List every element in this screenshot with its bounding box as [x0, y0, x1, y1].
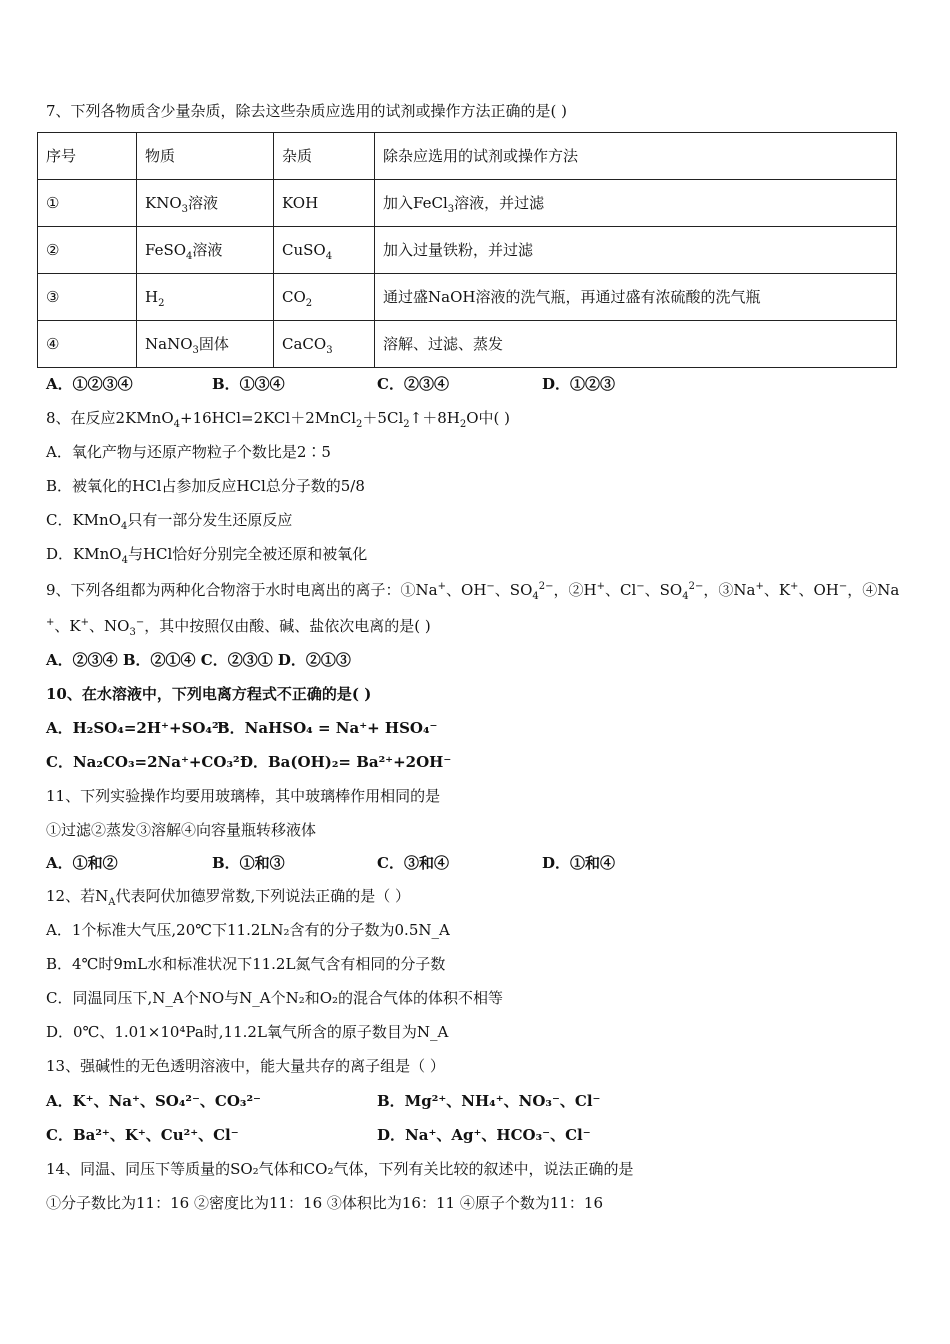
q8-option-a: A．氧化产物与还原产物粒子个数比是2∶5	[46, 443, 331, 461]
header-method: 除杂应选用的试剂或操作方法	[375, 133, 897, 180]
q8-option-b: B．被氧化的HCl占参加反应HCl总分子数的5/8	[46, 477, 365, 495]
cell-no: ③	[38, 274, 137, 321]
cell-impurity: CuSO$_4$	[274, 227, 375, 274]
q9-stem-line1: 9、下列各组都为两种化合物溶于水时电离出的离子：①Na+、OH−、$SO_4^{2-}$，②H+、Cl−、$SO_4^{2-}$，③Na+、K+、OH−，④Na	[46, 581, 900, 602]
cell-no: ①	[38, 180, 137, 227]
q13-option-d: D．Na⁺、Ag⁺、HCO₃⁻、Cl⁻	[377, 1126, 591, 1144]
q14-items: ①分子数比为11：16 ②密度比为11：16 ③体积比为16：11 ④原子个数为11：16	[46, 1194, 604, 1212]
q13-option-a: A．K⁺、Na⁺、SO₄²⁻、CO₃²⁻	[46, 1092, 261, 1110]
q10-option-c: C．Na₂CO₃=2Na⁺+CO₃²⁻	[46, 753, 248, 771]
q9-options: A．②③④ B．②①④ C．②③① D．②①③	[46, 651, 351, 669]
q7-option-b: B．①③④	[212, 375, 285, 393]
header-no: 序号	[38, 133, 137, 180]
q8-option-c: C．KMnO$_4$只有一部分发生还原反应	[46, 511, 293, 532]
q11-option-a: A．①和②	[46, 854, 118, 872]
q13-stem: 13、强碱性的无色透明溶液中，能大量共存的离子组是（ ）	[46, 1057, 445, 1075]
header-impurity: 杂质	[274, 133, 375, 180]
q12-option-c: C．同温同压下,N_A个NO与N_A个N₂和O₂的混合气体的体积不相等	[46, 989, 504, 1007]
q7-stem: 7、下列各物质含少量杂质，除去这些杂质应选用的试剂或操作方法正确的是( )	[46, 102, 568, 120]
table-row	[38, 321, 897, 368]
q14-stem: 14、同温、同压下等质量的SO₂气体和CO₂气体，下列有关比较的叙述中，说法正确的是	[46, 1160, 634, 1178]
cell-impurity: KOH	[274, 180, 375, 227]
q11-option-d: D．①和④	[542, 854, 616, 872]
cell-substance: NaNO$_3$固体	[137, 321, 274, 368]
q12-option-a: A．1个标准大气压,20℃下11.2LN₂含有的分子数为0.5N_A	[46, 921, 450, 939]
cell-method: 加入FeCl$_3$溶液，并过滤	[375, 180, 897, 227]
q7-table	[37, 132, 897, 368]
cell-no: ②	[38, 227, 137, 274]
q12-option-d: D．0℃、1.01×10⁴Pa时,11.2L氧气所含的原子数目为N_A	[46, 1023, 449, 1041]
q10-stem: 10、在水溶液中，下列电离方程式不正确的是( )	[46, 685, 372, 703]
cell-method: 加入过量铁粉，并过滤	[375, 227, 897, 274]
q7-option-d: D．①②③	[542, 375, 616, 393]
q11-option-b: B．①和③	[212, 854, 285, 872]
cell-impurity: CaCO$_3$	[274, 321, 375, 368]
cell-impurity: $CO_2$	[274, 274, 375, 321]
q9-stem-line2: +、K+、$NO_3^-$，其中按照仅由酸、碱、盐依次电离的是( )	[46, 617, 431, 638]
q8-option-d: D．KMnO$_4$与HCl恰好分别完全被还原和被氧化	[46, 545, 368, 566]
cell-method: 通过盛NaOH溶液的洗气瓶，再通过盛有浓硫酸的洗气瓶	[375, 274, 897, 321]
q10-option-a: A．H₂SO₄=2H⁺+SO₄²⁻	[46, 719, 227, 737]
q11-stem: 11、下列实验操作均要用玻璃棒，其中玻璃棒作用相同的是	[46, 787, 441, 805]
q13-option-b: B．Mg²⁺、NH₄⁺、NO₃⁻、Cl⁻	[377, 1092, 601, 1110]
table-header-row	[38, 133, 897, 180]
header-substance: 物质	[137, 133, 274, 180]
q10-option-b: B．NaHSO₄ = Na⁺+ HSO₄⁻	[217, 719, 438, 737]
q11-option-c: C．③和④	[377, 854, 449, 872]
cell-substance: $H_2$	[137, 274, 274, 321]
q10-option-d: D．Ba(OH)₂= Ba²⁺+2OH⁻	[240, 753, 452, 771]
q7-option-c: C．②③④	[377, 375, 449, 393]
cell-substance: $KNO_3$溶液	[137, 180, 274, 227]
cell-method: 溶解、过滤、蒸发	[375, 321, 897, 368]
table-row	[38, 227, 897, 274]
cell-substance: FeSO$_4$溶液	[137, 227, 274, 274]
q13-option-c: C．Ba²⁺、K⁺、Cu²⁺、Cl⁻	[46, 1126, 239, 1144]
table-row	[38, 274, 897, 321]
table-row	[38, 180, 897, 227]
q11-items: ①过滤②蒸发③溶解④向容量瓶转移液体	[46, 821, 317, 839]
cell-no: ④	[38, 321, 137, 368]
q12-option-b: B．4℃时9mL水和标准状况下11.2L氮气含有相同的分子数	[46, 955, 446, 973]
q7-option-a: A．①②③④	[46, 375, 133, 393]
q8-stem: 8、在反应$2KMnO_4+16HCl=2KCl+2MnCl_2+5Cl_2↑+8H_2O$中( )	[46, 409, 510, 430]
q12-stem: 12、若$N_A$代表阿伏加德罗常数,下列说法正确的是（ ）	[46, 887, 410, 908]
